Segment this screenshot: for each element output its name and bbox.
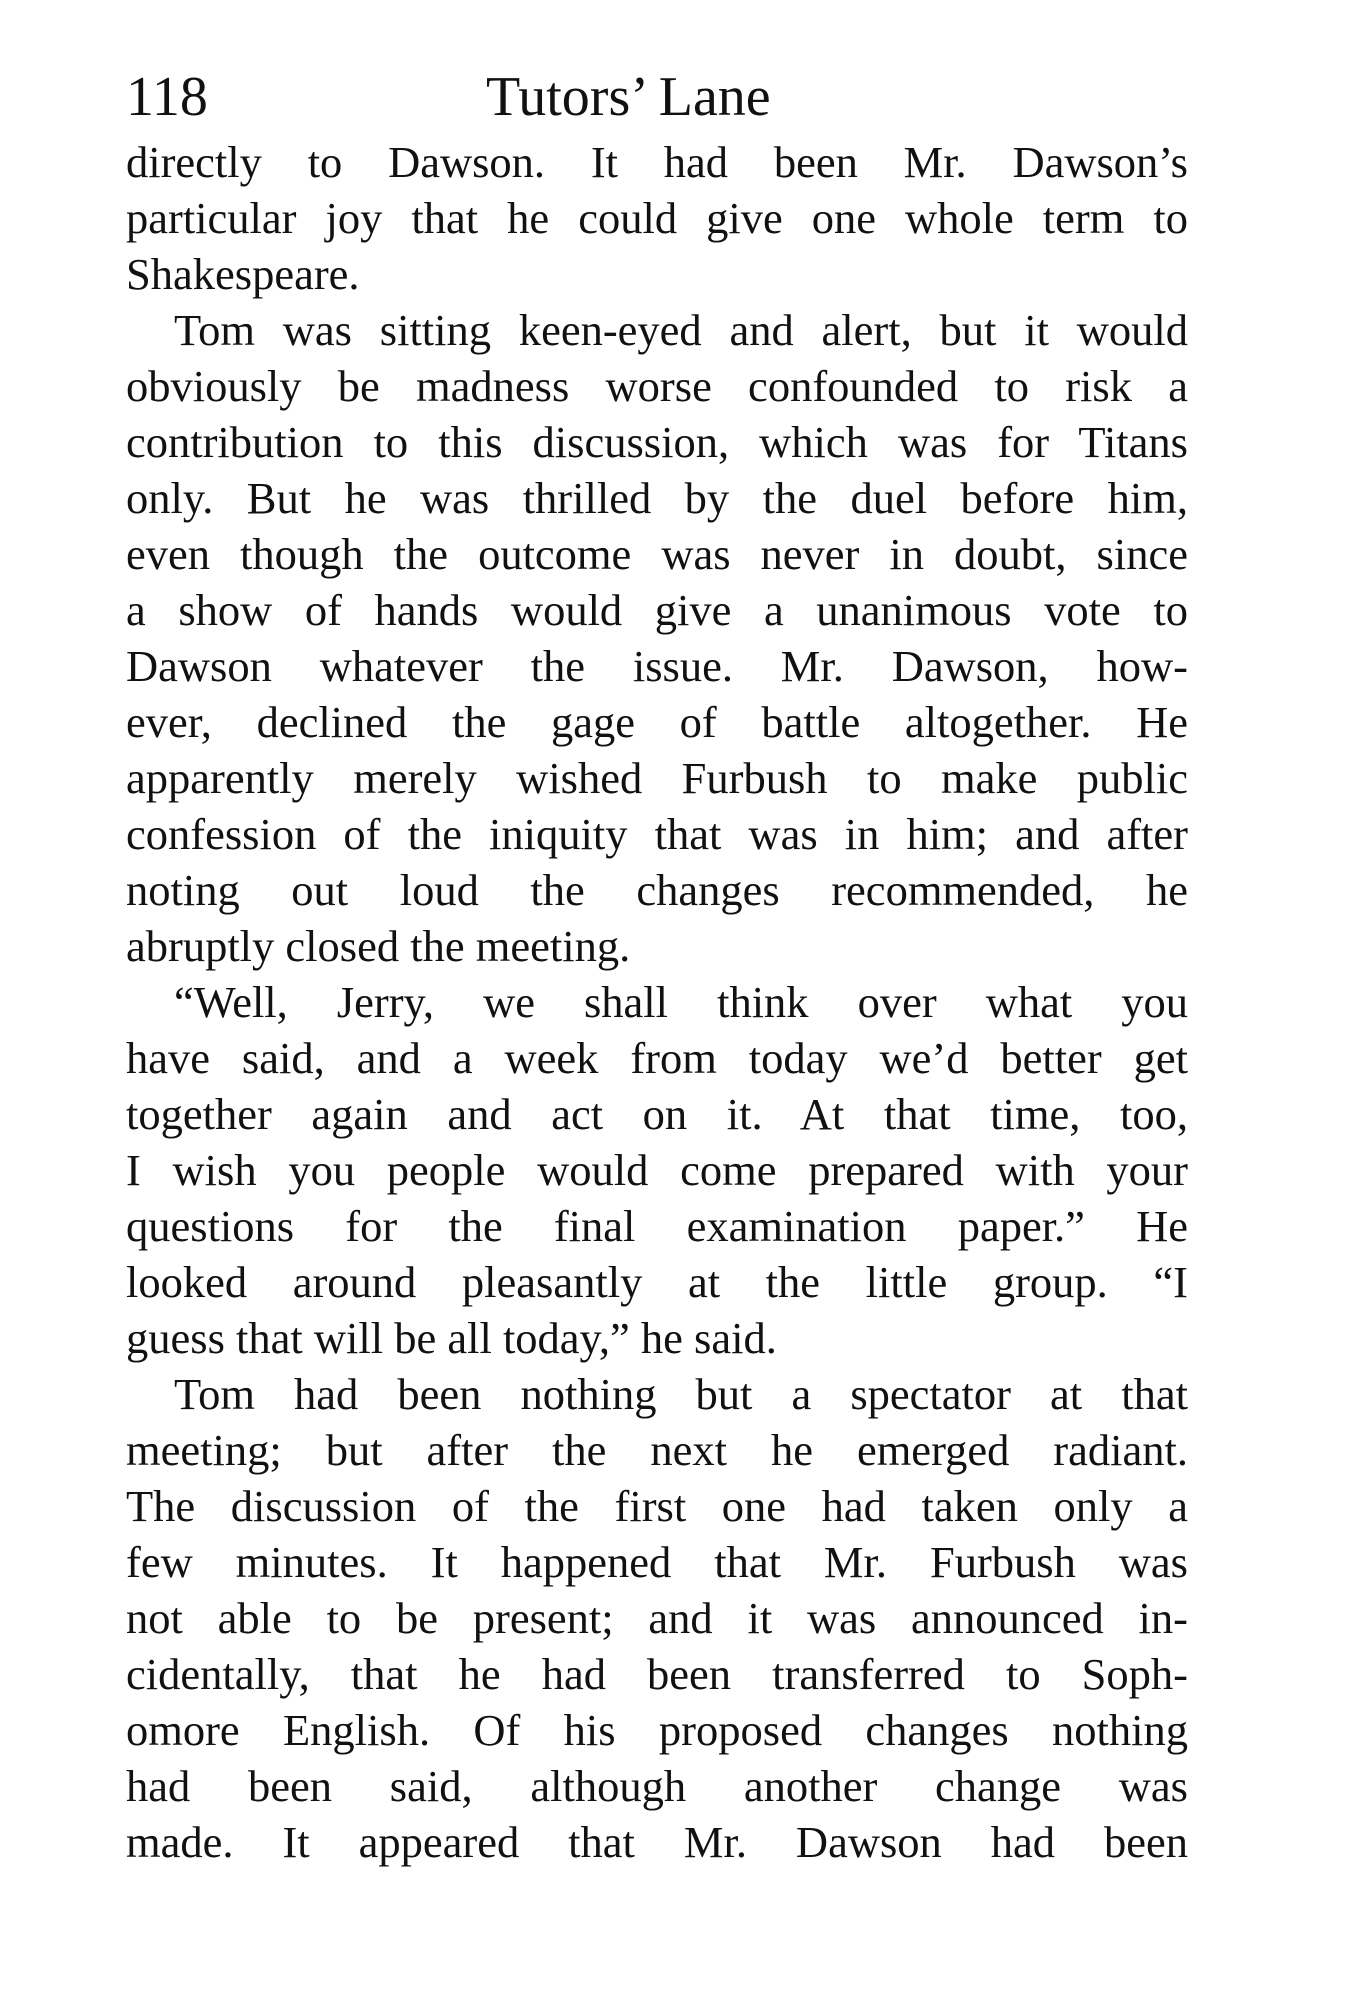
- text-line: have said, and a week from today we’d better get: [126, 1033, 1188, 1083]
- running-head: Tutors’ Lane: [486, 66, 771, 128]
- text-line: made. It appeared that Mr. Dawson had been: [126, 1817, 1188, 1867]
- text-line: even though the outcome was never in doubt, since: [126, 529, 1188, 579]
- page-header: [126, 62, 1186, 132]
- text-line: Dawson whatever the issue. Mr. Dawson, how-: [126, 641, 1188, 691]
- text-line: abruptly closed the meeting.: [126, 921, 631, 971]
- text-line: looked around pleasantly at the little group. “I: [126, 1257, 1188, 1307]
- text-line: only. But he was thrilled by the duel before him,: [126, 473, 1188, 523]
- text-line: cidentally, that he had been transferred to Soph-: [126, 1649, 1188, 1699]
- text-line: omore English. Of his proposed changes nothing: [126, 1705, 1188, 1755]
- text-line: particular joy that he could give one whole term to: [126, 193, 1188, 243]
- text-line: questions for the final examination paper.” He: [126, 1201, 1188, 1251]
- text-line: confession of the iniquity that was in him; and after: [126, 809, 1188, 859]
- text-line: Tom had been nothing but a spectator at that: [174, 1369, 1188, 1419]
- text-line: had been said, although another change was: [126, 1761, 1188, 1811]
- body-text: [126, 134, 1188, 1870]
- text-line: together again and act on it. At that time, too,: [126, 1089, 1188, 1139]
- text-line: contribution to this discussion, which was for Titans: [126, 417, 1188, 467]
- text-line: not able to be present; and it was announced in-: [126, 1593, 1188, 1643]
- text-line: Shakespeare.: [126, 249, 360, 299]
- text-line: few minutes. It happened that Mr. Furbush was: [126, 1537, 1188, 1587]
- text-line: The discussion of the first one had taken only a: [126, 1481, 1188, 1531]
- text-line: directly to Dawson. It had been Mr. Dawson’s: [126, 137, 1188, 187]
- text-line: noting out loud the changes recommended, he: [126, 865, 1188, 915]
- text-line: apparently merely wished Furbush to make public: [126, 753, 1188, 803]
- text-line: I wish you people would come prepared with your: [126, 1145, 1188, 1195]
- text-line: obviously be madness worse confounded to risk a: [126, 361, 1188, 411]
- text-line: “Well, Jerry, we shall think over what you: [174, 977, 1188, 1027]
- text-line: ever, declined the gage of battle altogether. He: [126, 697, 1188, 747]
- text-line: a show of hands would give a unanimous vote to: [126, 585, 1188, 635]
- text-line: Tom was sitting keen-eyed and alert, but it would: [174, 305, 1188, 355]
- page-number: 118: [126, 66, 208, 128]
- text-line: meeting; but after the next he emerged radiant.: [126, 1425, 1188, 1475]
- text-line: guess that will be all today,” he said.: [126, 1313, 777, 1363]
